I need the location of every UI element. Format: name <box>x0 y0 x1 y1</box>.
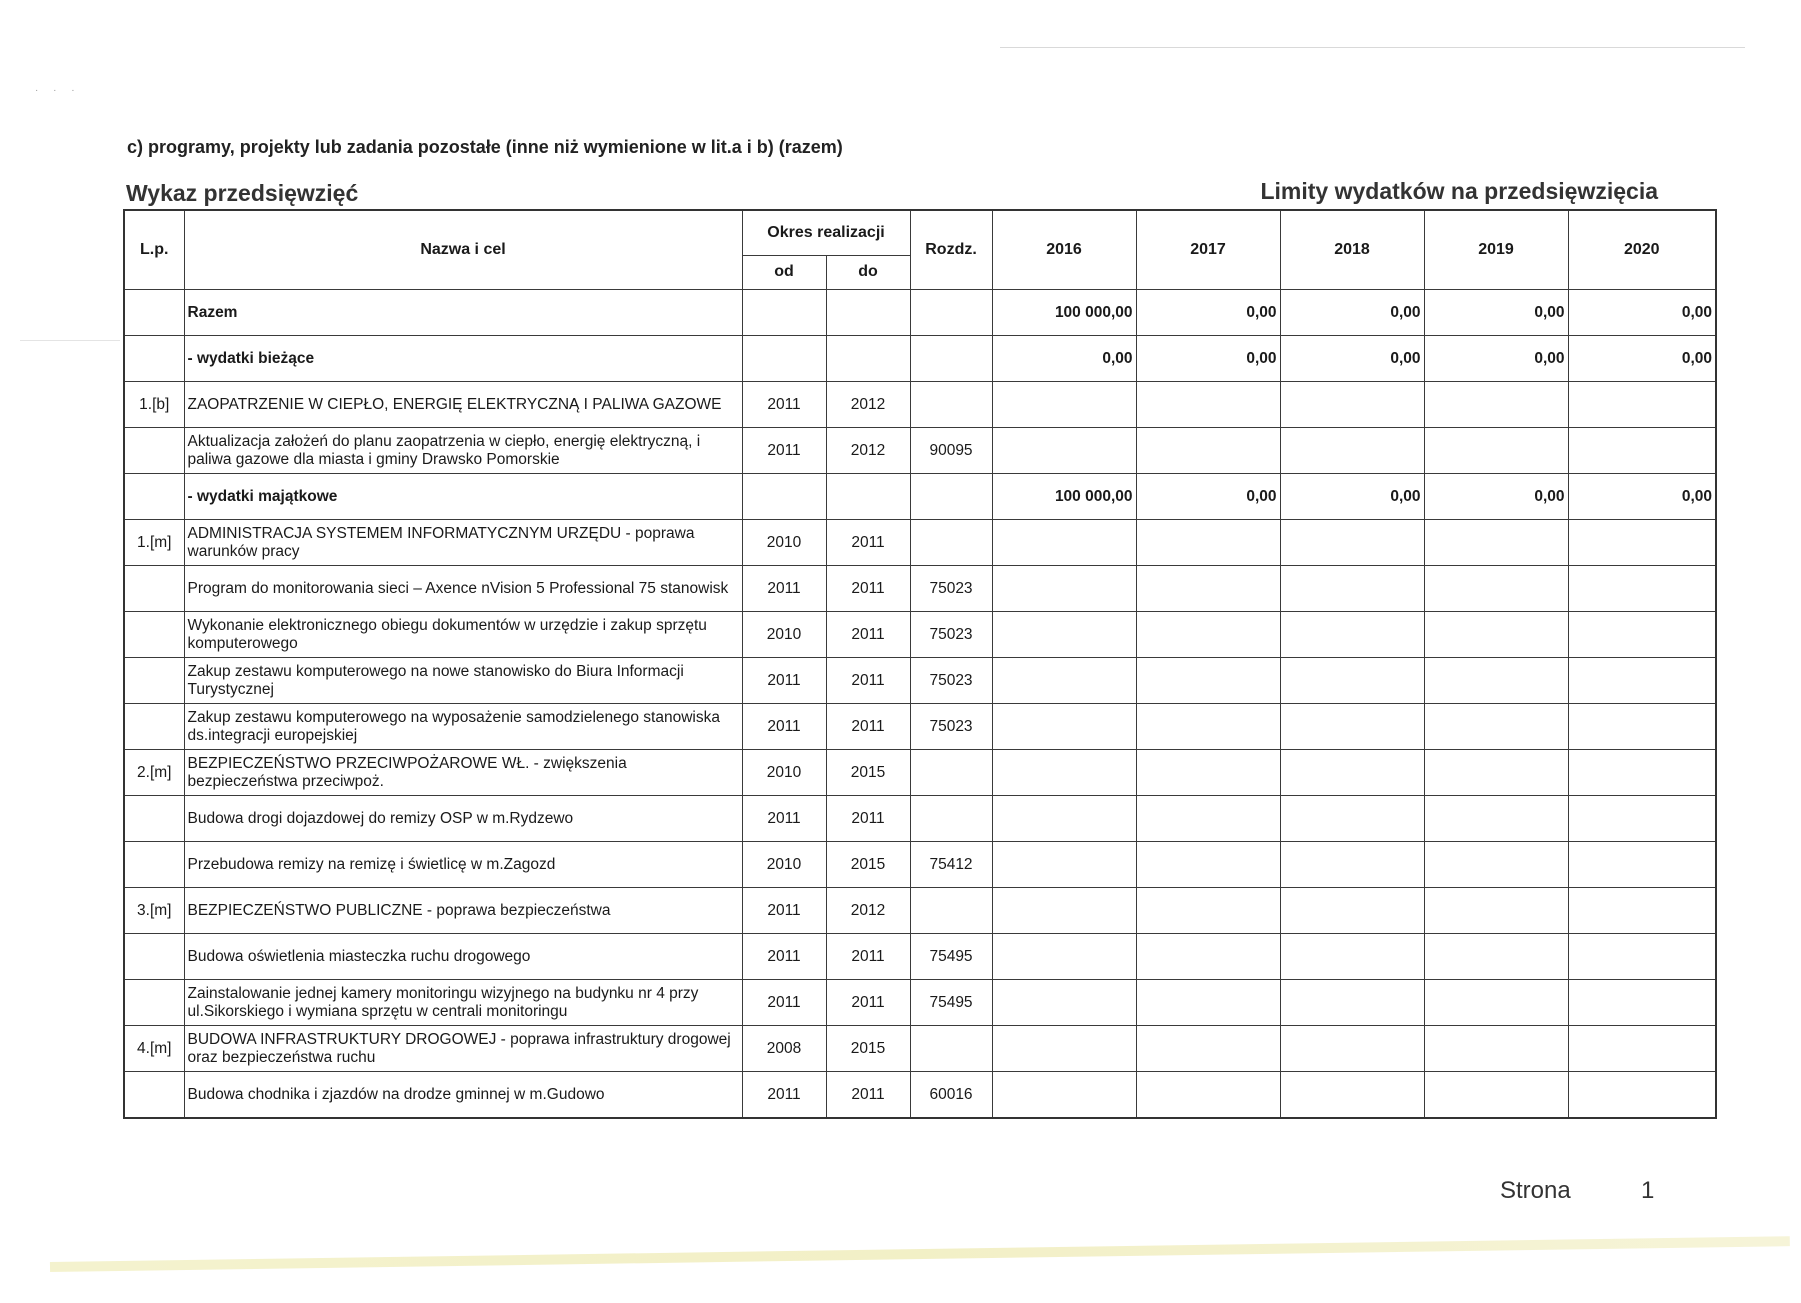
row-amount <box>1568 382 1716 428</box>
row-amount <box>1136 1026 1280 1072</box>
row-from: 2011 <box>742 382 826 428</box>
scan-artifact-stripe <box>50 1236 1790 1272</box>
table-row <box>124 704 1716 750</box>
table-row <box>124 750 1716 796</box>
row-rozdz: 60016 <box>910 1072 992 1119</box>
row-amount <box>992 566 1136 612</box>
row-lp: 3.[m] <box>124 888 184 934</box>
row-amount: 0,00 <box>1568 474 1716 520</box>
row-to: 2015 <box>826 1026 910 1072</box>
row-to: 2011 <box>826 1072 910 1119</box>
row-amount <box>1136 1072 1280 1119</box>
row-amount <box>992 1072 1136 1119</box>
row-amount <box>1568 428 1716 474</box>
row-from <box>742 290 826 336</box>
table-row <box>124 566 1716 612</box>
row-to: 2011 <box>826 520 910 566</box>
row-amount <box>1424 612 1568 658</box>
row-rozdz: 90095 <box>910 428 992 474</box>
row-amount <box>1568 612 1716 658</box>
row-to <box>826 474 910 520</box>
row-name: Budowa chodnika i zjazdów na drodze gminnej w m.Gudowo <box>184 1072 742 1119</box>
row-rozdz <box>910 1026 992 1072</box>
row-amount <box>992 750 1136 796</box>
row-name: - wydatki bieżące <box>184 336 742 382</box>
row-rozdz: 75023 <box>910 612 992 658</box>
summary-row <box>124 336 1716 382</box>
row-amount <box>992 888 1136 934</box>
row-amount <box>1568 704 1716 750</box>
table-row <box>124 980 1716 1026</box>
row-amount: 0,00 <box>1136 290 1280 336</box>
row-amount <box>992 658 1136 704</box>
row-amount <box>1136 382 1280 428</box>
table-row <box>124 382 1716 428</box>
row-amount: 0,00 <box>1280 336 1424 382</box>
row-amount <box>1280 520 1424 566</box>
summary-row <box>124 474 1716 520</box>
row-from <box>742 336 826 382</box>
row-amount <box>1568 566 1716 612</box>
row-from: 2011 <box>742 934 826 980</box>
row-rozdz <box>910 290 992 336</box>
row-amount <box>1136 796 1280 842</box>
row-name: Razem <box>184 290 742 336</box>
row-rozdz <box>910 336 992 382</box>
row-lp <box>124 566 184 612</box>
row-rozdz: 75023 <box>910 704 992 750</box>
row-lp <box>124 934 184 980</box>
header-lp: L.p. <box>124 210 184 290</box>
row-amount <box>1280 842 1424 888</box>
row-to: 2012 <box>826 428 910 474</box>
row-amount <box>1280 1072 1424 1119</box>
list-heading: Wykaz przedsięwzięć <box>126 180 359 206</box>
row-amount <box>992 382 1136 428</box>
row-amount <box>992 796 1136 842</box>
row-amount <box>1568 658 1716 704</box>
row-lp <box>124 612 184 658</box>
table-row <box>124 658 1716 704</box>
row-amount: 0,00 <box>1568 336 1716 382</box>
row-rozdz <box>910 474 992 520</box>
row-amount <box>1424 1026 1568 1072</box>
row-rozdz <box>910 888 992 934</box>
row-name: ZAOPATRZENIE W CIEPŁO, ENERGIĘ ELEKTRYCZNĄ I PALIWA GAZOWE <box>184 382 742 428</box>
row-lp <box>124 842 184 888</box>
row-amount <box>1424 842 1568 888</box>
row-amount <box>992 520 1136 566</box>
header-period: Okres realizacji <box>742 210 910 256</box>
header-rozdz: Rozdz. <box>910 210 992 290</box>
row-name: BUDOWA INFRASTRUKTURY DROGOWEJ - poprawa infrastruktury drogowej oraz bezpieczeństwa ruchu <box>184 1026 742 1072</box>
table-row <box>124 796 1716 842</box>
header-year: 2016 <box>992 210 1136 290</box>
row-from: 2011 <box>742 796 826 842</box>
row-amount <box>992 704 1136 750</box>
page-label: Strona <box>1500 1177 1571 1204</box>
row-amount <box>1568 1072 1716 1119</box>
row-amount <box>1136 428 1280 474</box>
row-name: Aktualizacja założeń do planu zaopatrzenia w ciepło, energię elektryczną, i paliwa gazowe dla miasta i gminy Drawsko Pomorskie <box>184 428 742 474</box>
row-amount: 0,00 <box>1424 336 1568 382</box>
row-name: Zainstalowanie jednej kamery monitoringu wizyjnego na budynku nr 4 przy ul.Sikorskiego i wymiana sprzętu w centrali monitoringu <box>184 980 742 1026</box>
limits-heading: Limity wydatków na przedsięwzięcia <box>1260 178 1658 204</box>
header-year: 2018 <box>1280 210 1424 290</box>
row-name: BEZPIECZEŃSTWO PRZECIWPOŻAROWE WŁ. - zwiększenia bezpieczeństwa przeciwpoż. <box>184 750 742 796</box>
row-name: Wykonanie elektronicznego obiegu dokumentów w urzędzie i zakup sprzętu komputerowego <box>184 612 742 658</box>
row-amount <box>992 1026 1136 1072</box>
summary-row <box>124 290 1716 336</box>
row-to <box>826 336 910 382</box>
row-lp <box>124 704 184 750</box>
header-to: do <box>826 256 910 290</box>
row-rozdz: 75495 <box>910 934 992 980</box>
row-name: ADMINISTRACJA SYSTEMEM INFORMATYCZNYM URZĘDU - poprawa warunków pracy <box>184 520 742 566</box>
row-from: 2010 <box>742 750 826 796</box>
row-amount <box>1280 888 1424 934</box>
table-row <box>124 520 1716 566</box>
row-amount <box>992 842 1136 888</box>
row-rozdz: 75495 <box>910 980 992 1026</box>
header-name: Nazwa i cel <box>184 210 742 290</box>
row-to: 2011 <box>826 980 910 1026</box>
row-to: 2011 <box>826 934 910 980</box>
row-amount <box>1568 842 1716 888</box>
table-row <box>124 842 1716 888</box>
row-lp <box>124 980 184 1026</box>
table-body <box>124 290 1716 1119</box>
header-year: 2019 <box>1424 210 1568 290</box>
row-name: Przebudowa remizy na remizę i świetlicę w m.Zagozd <box>184 842 742 888</box>
row-from: 2010 <box>742 520 826 566</box>
row-amount <box>1424 520 1568 566</box>
row-amount <box>1136 520 1280 566</box>
row-from: 2011 <box>742 704 826 750</box>
row-to: 2015 <box>826 750 910 796</box>
row-name: Budowa oświetlenia miasteczka ruchu drogowego <box>184 934 742 980</box>
row-amount <box>1568 520 1716 566</box>
row-amount <box>1568 980 1716 1026</box>
row-amount: 100 000,00 <box>992 290 1136 336</box>
row-lp <box>124 336 184 382</box>
row-to: 2012 <box>826 888 910 934</box>
section-subtitle: c) programy, projekty lub zadania pozostałe (inne niż wymienione w lit.a i b) (razem) <box>127 137 843 157</box>
row-from: 2011 <box>742 428 826 474</box>
scan-artifact-line <box>20 340 120 341</box>
row-amount <box>1424 796 1568 842</box>
header-year: 2017 <box>1136 210 1280 290</box>
row-lp <box>124 1072 184 1119</box>
table-row <box>124 612 1716 658</box>
row-amount <box>1280 382 1424 428</box>
row-amount <box>1280 1026 1424 1072</box>
row-name: Zakup zestawu komputerowego na wyposażenie samodzielenego stanowiska ds.integracji europejskiej <box>184 704 742 750</box>
row-amount <box>1424 980 1568 1026</box>
row-amount <box>1136 750 1280 796</box>
row-amount <box>1280 796 1424 842</box>
row-amount <box>1280 750 1424 796</box>
row-amount <box>1136 934 1280 980</box>
scan-artifact-line <box>1000 47 1745 48</box>
row-amount <box>1136 704 1280 750</box>
row-amount <box>1424 382 1568 428</box>
header-year: 2020 <box>1568 210 1716 290</box>
row-amount: 0,00 <box>992 336 1136 382</box>
row-amount: 0,00 <box>1136 336 1280 382</box>
row-from: 2010 <box>742 612 826 658</box>
row-amount: 0,00 <box>1280 290 1424 336</box>
row-amount <box>1424 428 1568 474</box>
row-lp <box>124 290 184 336</box>
row-amount <box>1280 566 1424 612</box>
row-lp <box>124 796 184 842</box>
row-to: 2011 <box>826 658 910 704</box>
row-amount <box>1568 888 1716 934</box>
table-row <box>124 428 1716 474</box>
row-rozdz <box>910 520 992 566</box>
row-from: 2011 <box>742 980 826 1026</box>
row-from: 2011 <box>742 888 826 934</box>
row-name: - wydatki majątkowe <box>184 474 742 520</box>
row-from: 2011 <box>742 658 826 704</box>
row-amount: 0,00 <box>1424 474 1568 520</box>
row-amount <box>992 934 1136 980</box>
row-amount <box>1424 658 1568 704</box>
row-lp: 2.[m] <box>124 750 184 796</box>
table-row <box>124 934 1716 980</box>
row-name: Program do monitorowania sieci – Axence nVision 5 Professional 75 stanowisk <box>184 566 742 612</box>
row-amount <box>1136 842 1280 888</box>
row-from: 2011 <box>742 1072 826 1119</box>
table-row <box>124 888 1716 934</box>
row-name: BEZPIECZEŃSTWO PUBLICZNE - poprawa bezpieczeństwa <box>184 888 742 934</box>
header-from: od <box>742 256 826 290</box>
row-from: 2008 <box>742 1026 826 1072</box>
projects-table <box>123 209 1717 1119</box>
row-amount <box>1136 612 1280 658</box>
table-row <box>124 1026 1716 1072</box>
row-to: 2015 <box>826 842 910 888</box>
row-amount <box>1568 1026 1716 1072</box>
row-rozdz <box>910 750 992 796</box>
row-amount <box>1280 612 1424 658</box>
row-name: Zakup zestawu komputerowego na nowe stanowisko do Biura Informacji Turystycznej <box>184 658 742 704</box>
row-amount <box>1568 934 1716 980</box>
row-name: Budowa drogi dojazdowej do remizy OSP w m.Rydzewo <box>184 796 742 842</box>
row-amount <box>1280 658 1424 704</box>
row-amount <box>1424 750 1568 796</box>
row-from: 2011 <box>742 566 826 612</box>
row-amount: 0,00 <box>1280 474 1424 520</box>
row-to: 2011 <box>826 612 910 658</box>
row-rozdz: 75023 <box>910 658 992 704</box>
row-lp <box>124 428 184 474</box>
row-rozdz <box>910 796 992 842</box>
scan-artifact-dots: · · · <box>35 85 81 96</box>
row-amount: 0,00 <box>1136 474 1280 520</box>
row-amount <box>1424 566 1568 612</box>
row-rozdz <box>910 382 992 428</box>
page-number: 1 <box>1641 1177 1655 1204</box>
page-footer <box>1500 1177 1655 1205</box>
row-amount <box>1424 704 1568 750</box>
row-rozdz: 75412 <box>910 842 992 888</box>
row-amount <box>1136 980 1280 1026</box>
row-amount <box>992 428 1136 474</box>
row-rozdz: 75023 <box>910 566 992 612</box>
row-lp: 4.[m] <box>124 1026 184 1072</box>
row-lp <box>124 474 184 520</box>
row-amount <box>1568 750 1716 796</box>
row-from <box>742 474 826 520</box>
row-amount: 0,00 <box>1568 290 1716 336</box>
row-lp: 1.[m] <box>124 520 184 566</box>
row-amount <box>1568 796 1716 842</box>
row-amount: 0,00 <box>1424 290 1568 336</box>
row-to: 2011 <box>826 704 910 750</box>
row-lp <box>124 658 184 704</box>
row-from: 2010 <box>742 842 826 888</box>
row-to <box>826 290 910 336</box>
row-to: 2011 <box>826 796 910 842</box>
row-amount <box>1280 934 1424 980</box>
row-amount <box>992 612 1136 658</box>
row-amount <box>1136 658 1280 704</box>
row-amount <box>1280 428 1424 474</box>
row-lp: 1.[b] <box>124 382 184 428</box>
row-amount <box>1424 888 1568 934</box>
row-amount <box>1424 1072 1568 1119</box>
row-to: 2012 <box>826 382 910 428</box>
row-amount <box>1280 980 1424 1026</box>
row-amount <box>992 980 1136 1026</box>
row-amount: 100 000,00 <box>992 474 1136 520</box>
table-row <box>124 1072 1716 1119</box>
row-amount <box>1136 566 1280 612</box>
row-amount <box>1424 934 1568 980</box>
row-amount <box>1136 888 1280 934</box>
row-amount <box>1280 704 1424 750</box>
row-to: 2011 <box>826 566 910 612</box>
